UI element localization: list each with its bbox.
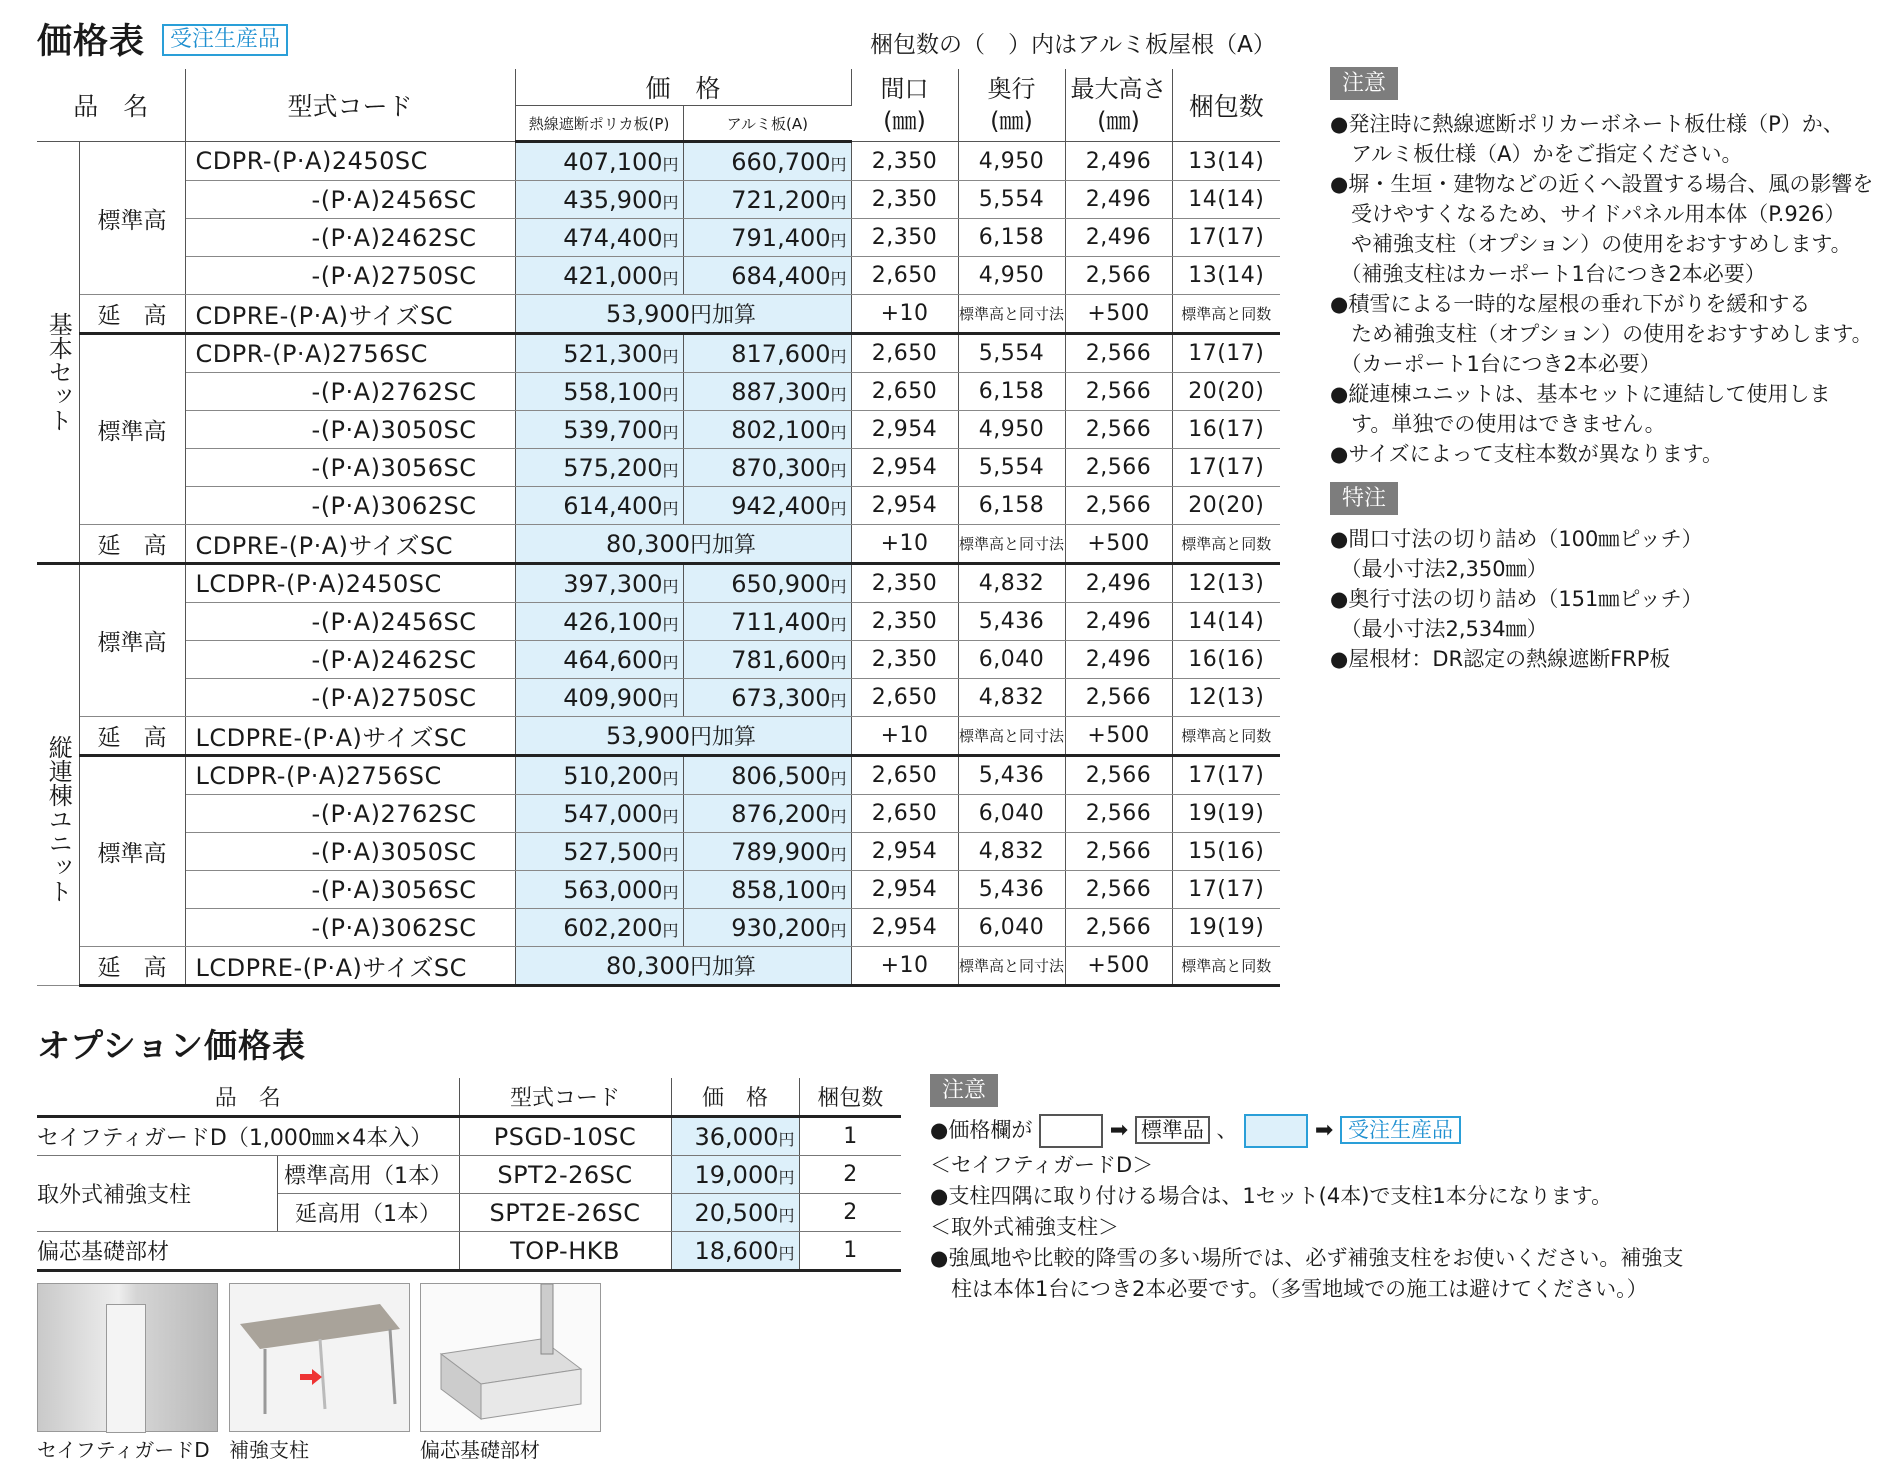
- opt-header-name: 品 名: [37, 1078, 459, 1117]
- model-code: -(P·A)2750SC: [185, 679, 515, 717]
- addon-price: 80,300円加算: [515, 525, 851, 564]
- note-line: ため補強支柱（オプション）の使用をおすすめします。: [1330, 322, 1873, 346]
- opt-header-pack: 梱包数: [799, 1078, 901, 1117]
- custom-label: 受注生産品: [1340, 1116, 1461, 1144]
- support-post-illustration: [230, 1284, 409, 1431]
- price-p: 539,700円: [515, 411, 683, 449]
- price-p: 614,400円: [515, 487, 683, 525]
- note-line: ●縦連棟ユニットは、基本セットに連結して使用しま: [1330, 382, 1831, 406]
- depth-value: 6,040: [958, 641, 1065, 679]
- width-value: 2,650: [851, 373, 958, 411]
- height-value: 2,566: [1065, 833, 1172, 871]
- addon-price: 80,300円加算: [515, 947, 851, 986]
- depth-value: 4,950: [958, 142, 1065, 181]
- subgroup-extended: 延 高: [79, 525, 185, 564]
- pack-value: 標準高と同数: [1172, 717, 1280, 756]
- price-row: [37, 487, 1280, 525]
- height-value: 2,496: [1065, 181, 1172, 219]
- pack-value: 16(16): [1172, 641, 1280, 679]
- note-line: ●積雪による一時的な屋根の垂れ下がりを緩和する: [1330, 292, 1811, 316]
- pack-value: 16(17): [1172, 411, 1280, 449]
- pack-value: 17(17): [1172, 756, 1280, 795]
- option-price: 18,600円: [671, 1232, 799, 1271]
- option-name: セイフティガードD（1,000㎜×4本入）: [37, 1117, 459, 1156]
- made-to-order-badge: 受注生産品: [162, 24, 288, 56]
- height-value: +500: [1065, 295, 1172, 334]
- caption-safety-guard: セイフティガードD: [37, 1438, 210, 1462]
- width-value: 2,350: [851, 603, 958, 641]
- option-note-line: ●強風地や比較的降雪の多い場所では、必ず補強支柱をお使いください。補強支: [930, 1246, 1684, 1270]
- foundation-part-photo: [420, 1283, 601, 1432]
- price-a: 858,100円: [683, 871, 851, 909]
- price-p: 547,000円: [515, 795, 683, 833]
- pack-value: 20(20): [1172, 487, 1280, 525]
- height-value: 2,566: [1065, 334, 1172, 373]
- pack-value: 14(14): [1172, 181, 1280, 219]
- model-code: -(P·A)3062SC: [185, 487, 515, 525]
- option-table: [37, 1078, 901, 1272]
- price-p: 575,200円: [515, 449, 683, 487]
- option-price: 19,000円: [671, 1156, 799, 1194]
- depth-value: 4,832: [958, 833, 1065, 871]
- price-p: 563,000円: [515, 871, 683, 909]
- price-row: [37, 295, 1280, 334]
- depth-value: 6,158: [958, 219, 1065, 257]
- price-row: [37, 411, 1280, 449]
- height-value: 2,566: [1065, 871, 1172, 909]
- pack-value: 標準高と同数: [1172, 947, 1280, 986]
- price-row: [37, 871, 1280, 909]
- group-label: 縦連棟ユニット: [37, 564, 79, 986]
- note-line: （カーポート1台につき2本必要）: [1330, 352, 1661, 376]
- model-code: -(P·A)3050SC: [185, 833, 515, 871]
- height-value: 2,566: [1065, 411, 1172, 449]
- model-code: CDPRE-(P·A)サイズSC: [185, 525, 515, 564]
- pack-value: 17(17): [1172, 871, 1280, 909]
- depth-value: 6,158: [958, 373, 1065, 411]
- pack-value: 20(20): [1172, 373, 1280, 411]
- option-pack: 2: [799, 1194, 901, 1232]
- pack-value: 19(19): [1172, 909, 1280, 947]
- pack-note: 梱包数の（ ）内はアルミ板屋根（A）: [870, 32, 1276, 58]
- model-code: -(P·A)3056SC: [185, 449, 515, 487]
- option-code: PSGD-10SC: [459, 1117, 671, 1156]
- price-p: 407,100円: [515, 142, 683, 181]
- addon-price: 53,900円加算: [515, 295, 851, 334]
- model-code: LCDPR-(P·A)2450SC: [185, 564, 515, 603]
- option-code: TOP-HKB: [459, 1232, 671, 1271]
- height-value: 2,496: [1065, 564, 1172, 603]
- option-price: 36,000円: [671, 1117, 799, 1156]
- support-post-photo: [229, 1283, 410, 1432]
- height-value: 2,566: [1065, 795, 1172, 833]
- note-line: や補強支柱（オプション）の使用をおすすめします。: [1330, 232, 1852, 256]
- option-sub: 標準高用（1本）: [277, 1156, 459, 1194]
- subgroup-extended: 延 高: [79, 717, 185, 756]
- width-value: 2,350: [851, 564, 958, 603]
- safety-guard-photo: [37, 1283, 218, 1432]
- custom-swatch: [1244, 1114, 1308, 1148]
- option-name: 取外式補強支柱: [37, 1156, 277, 1232]
- height-value: +500: [1065, 525, 1172, 564]
- model-code: -(P·A)3050SC: [185, 411, 515, 449]
- width-value: 2,954: [851, 487, 958, 525]
- price-row: [37, 679, 1280, 717]
- width-value: +10: [851, 525, 958, 564]
- width-value: 2,650: [851, 679, 958, 717]
- header-price-p: 熱線遮断ポリカ板(P): [515, 106, 683, 142]
- option-pack: 1: [799, 1232, 901, 1271]
- price-a: 887,300円: [683, 373, 851, 411]
- special-line: ●奥行寸法の切り詰め（151㎜ピッチ）: [1330, 587, 1703, 611]
- price-p: 409,900円: [515, 679, 683, 717]
- width-value: 2,350: [851, 181, 958, 219]
- width-value: +10: [851, 717, 958, 756]
- caption-support-post: 補強支柱: [229, 1438, 309, 1462]
- subgroup-standard: 標準高: [79, 334, 185, 525]
- depth-value: 5,554: [958, 449, 1065, 487]
- note-line: 受けやすくなるため、サイドパネル用本体（P.926）: [1330, 202, 1846, 226]
- option-note-line: ＜取外式補強支柱＞: [930, 1215, 1119, 1239]
- model-code: LCDPR-(P·A)2756SC: [185, 756, 515, 795]
- price-row: [37, 833, 1280, 871]
- height-value: 2,566: [1065, 449, 1172, 487]
- depth-value: 4,950: [958, 411, 1065, 449]
- option-row: [37, 1232, 901, 1271]
- height-value: 2,496: [1065, 641, 1172, 679]
- model-code: -(P·A)2762SC: [185, 795, 515, 833]
- height-value: 2,566: [1065, 257, 1172, 295]
- note-line: ●サイズによって支柱本数が異なります。: [1330, 442, 1723, 466]
- depth-value: 6,040: [958, 795, 1065, 833]
- width-value: 2,650: [851, 257, 958, 295]
- price-row: [37, 181, 1280, 219]
- depth-value: 5,554: [958, 181, 1065, 219]
- depth-value: 5,554: [958, 334, 1065, 373]
- depth-value: 標準高と同寸法: [958, 947, 1065, 986]
- header-depth: 奥行 (㎜): [958, 69, 1065, 142]
- model-code: -(P·A)2750SC: [185, 257, 515, 295]
- height-value: 2,566: [1065, 487, 1172, 525]
- width-value: +10: [851, 295, 958, 334]
- subgroup-standard: 標準高: [79, 142, 185, 295]
- depth-value: 4,832: [958, 564, 1065, 603]
- price-row: [37, 373, 1280, 411]
- pack-value: 17(17): [1172, 219, 1280, 257]
- price-a: 650,900円: [683, 564, 851, 603]
- note-line: ●塀・生垣・建物などの近くへ設置する場合、風の影響を: [1330, 172, 1874, 196]
- height-value: 2,566: [1065, 909, 1172, 947]
- price-p: 527,500円: [515, 833, 683, 871]
- option-code: SPT2E-26SC: [459, 1194, 671, 1232]
- note-line: す。単独での使用はできません。: [1330, 412, 1666, 436]
- price-legend: ●価格欄が ➡ 標準品 、 ➡ 受注生産品: [930, 1113, 1461, 1148]
- note-line: （補強支柱はカーポート1台につき2本必要）: [1330, 262, 1766, 286]
- depth-value: 6,040: [958, 909, 1065, 947]
- price-a: 721,200円: [683, 181, 851, 219]
- special-line: ●間口寸法の切り詰め（100㎜ピッチ）: [1330, 527, 1703, 551]
- price-a: 789,900円: [683, 833, 851, 871]
- pack-value: 15(16): [1172, 833, 1280, 871]
- caption-foundation: 偏芯基礎部材: [420, 1438, 540, 1462]
- price-p: 558,100円: [515, 373, 683, 411]
- subgroup-extended: 延 高: [79, 947, 185, 986]
- option-note-line: ●支柱四隅に取り付ける場合は、1セット(4本)で支柱1本分になります。: [930, 1184, 1613, 1208]
- model-code: LCDPRE-(P·A)サイズSC: [185, 947, 515, 986]
- price-row: [37, 219, 1280, 257]
- width-value: 2,954: [851, 909, 958, 947]
- addon-price: 53,900円加算: [515, 717, 851, 756]
- pack-value: 12(13): [1172, 679, 1280, 717]
- price-a: 806,500円: [683, 756, 851, 795]
- model-code: -(P·A)2462SC: [185, 219, 515, 257]
- pack-value: 13(14): [1172, 142, 1280, 181]
- note-line: ●発注時に熱線遮断ポリカーボネート板仕様（P）か、: [1330, 112, 1844, 136]
- price-row: [37, 525, 1280, 564]
- price-p: 421,000円: [515, 257, 683, 295]
- price-p: 510,200円: [515, 756, 683, 795]
- width-value: +10: [851, 947, 958, 986]
- pack-value: 14(14): [1172, 603, 1280, 641]
- height-value: 2,566: [1065, 373, 1172, 411]
- price-a: 660,700円: [683, 142, 851, 181]
- notes-heading: 注意: [1330, 67, 1398, 100]
- height-value: +500: [1065, 717, 1172, 756]
- price-p: 474,400円: [515, 219, 683, 257]
- price-p: 602,200円: [515, 909, 683, 947]
- option-note-line: ＜セイフティガードD＞: [930, 1153, 1154, 1177]
- header-price-a: アルミ板(A): [683, 106, 851, 142]
- header-name: 品 名: [37, 69, 185, 142]
- price-row: [37, 795, 1280, 833]
- price-a: 930,200円: [683, 909, 851, 947]
- price-row: [37, 603, 1280, 641]
- price-a: 817,600円: [683, 334, 851, 373]
- depth-value: 5,436: [958, 603, 1065, 641]
- price-row: [37, 756, 1280, 795]
- model-code: CDPR-(P·A)2450SC: [185, 142, 515, 181]
- price-p: 464,600円: [515, 641, 683, 679]
- price-a: 791,400円: [683, 219, 851, 257]
- option-price: 20,500円: [671, 1194, 799, 1232]
- price-p: 521,300円: [515, 334, 683, 373]
- price-a: 684,400円: [683, 257, 851, 295]
- arrow-right-icon: ➡: [1109, 1118, 1129, 1143]
- pack-value: 標準高と同数: [1172, 295, 1280, 334]
- model-code: CDPRE-(P·A)サイズSC: [185, 295, 515, 334]
- model-code: -(P·A)2456SC: [185, 181, 515, 219]
- price-a: 802,100円: [683, 411, 851, 449]
- price-a: 870,300円: [683, 449, 851, 487]
- pack-value: 13(14): [1172, 257, 1280, 295]
- page-title: 価格表: [37, 22, 146, 62]
- price-a: 876,200円: [683, 795, 851, 833]
- depth-value: 標準高と同寸法: [958, 295, 1065, 334]
- header-height: 最大高さ (㎜): [1065, 69, 1172, 142]
- option-row: [37, 1156, 901, 1194]
- pack-value: 標準高と同数: [1172, 525, 1280, 564]
- pack-value: 12(13): [1172, 564, 1280, 603]
- pack-value: 17(17): [1172, 449, 1280, 487]
- header-code: 型式コード: [185, 69, 515, 142]
- special-line: （最小寸法2,350㎜）: [1330, 557, 1548, 581]
- subgroup-standard: 標準高: [79, 564, 185, 717]
- option-code: SPT2-26SC: [459, 1156, 671, 1194]
- width-value: 2,650: [851, 334, 958, 373]
- height-value: 2,566: [1065, 679, 1172, 717]
- depth-value: 標準高と同寸法: [958, 717, 1065, 756]
- price-row: [37, 947, 1280, 986]
- notes-list: [1330, 109, 1890, 469]
- price-row: [37, 257, 1280, 295]
- price-table: [37, 69, 1280, 987]
- price-a: 673,300円: [683, 679, 851, 717]
- header-price: 価 格: [515, 69, 851, 106]
- option-pack: 2: [799, 1156, 901, 1194]
- model-code: CDPR-(P·A)2756SC: [185, 334, 515, 373]
- height-value: 2,496: [1065, 142, 1172, 181]
- height-value: +500: [1065, 947, 1172, 986]
- header-pack: 梱包数: [1172, 69, 1280, 142]
- note-line: アルミ板仕様（A）かをご指定ください。: [1330, 142, 1743, 166]
- depth-value: 標準高と同寸法: [958, 525, 1065, 564]
- depth-value: 4,950: [958, 257, 1065, 295]
- width-value: 2,350: [851, 641, 958, 679]
- price-row: [37, 449, 1280, 487]
- price-row: [37, 564, 1280, 603]
- price-row: [37, 142, 1280, 181]
- price-p: 435,900円: [515, 181, 683, 219]
- price-a: 711,400円: [683, 603, 851, 641]
- height-value: 2,496: [1065, 603, 1172, 641]
- width-value: 2,954: [851, 449, 958, 487]
- arrow-right-icon: ➡: [1314, 1118, 1334, 1143]
- standard-swatch: [1039, 1114, 1103, 1148]
- option-name: 偏芯基礎部材: [37, 1232, 459, 1271]
- price-p: 397,300円: [515, 564, 683, 603]
- model-code: -(P·A)3062SC: [185, 909, 515, 947]
- model-code: -(P·A)2456SC: [185, 603, 515, 641]
- option-note-line: 柱は本体1台につき2本必要です。（多雪地域での施工は避けてください。）: [930, 1277, 1648, 1301]
- pack-value: 19(19): [1172, 795, 1280, 833]
- width-value: 2,650: [851, 795, 958, 833]
- special-line: ●屋根材：DR認定の熱線遮断FRP板: [1330, 647, 1671, 671]
- price-a: 942,400円: [683, 487, 851, 525]
- option-notes-heading: 注意: [930, 1074, 998, 1107]
- width-value: 2,350: [851, 142, 958, 181]
- foundation-illustration: [421, 1284, 600, 1431]
- width-value: 2,350: [851, 219, 958, 257]
- opt-header-code: 型式コード: [459, 1078, 671, 1117]
- option-notes-list: [930, 1150, 1683, 1305]
- height-value: 2,566: [1065, 756, 1172, 795]
- header-width: 間口 (㎜): [851, 69, 958, 142]
- price-row: [37, 641, 1280, 679]
- model-code: -(P·A)2462SC: [185, 641, 515, 679]
- option-sub: 延高用（1本）: [277, 1194, 459, 1232]
- price-a: 781,600円: [683, 641, 851, 679]
- width-value: 2,954: [851, 833, 958, 871]
- special-line: （最小寸法2,534㎜）: [1330, 617, 1548, 641]
- depth-value: 6,158: [958, 487, 1065, 525]
- option-title: オプション価格表: [37, 1026, 307, 1065]
- width-value: 2,954: [851, 871, 958, 909]
- group-label: 基本セット: [37, 142, 79, 564]
- option-pack: 1: [799, 1117, 901, 1156]
- model-code: -(P·A)2762SC: [185, 373, 515, 411]
- price-row: [37, 717, 1280, 756]
- depth-value: 4,832: [958, 679, 1065, 717]
- width-value: 2,650: [851, 756, 958, 795]
- model-code: LCDPRE-(P·A)サイズSC: [185, 717, 515, 756]
- special-heading: 特注: [1330, 482, 1398, 515]
- width-value: 2,954: [851, 411, 958, 449]
- price-row: [37, 909, 1280, 947]
- pack-value: 17(17): [1172, 334, 1280, 373]
- price-p: 426,100円: [515, 603, 683, 641]
- depth-value: 5,436: [958, 871, 1065, 909]
- price-row: [37, 334, 1280, 373]
- subgroup-standard: 標準高: [79, 756, 185, 947]
- subgroup-extended: 延 高: [79, 295, 185, 334]
- depth-value: 5,436: [958, 756, 1065, 795]
- height-value: 2,496: [1065, 219, 1172, 257]
- opt-header-price: 価 格: [671, 1078, 799, 1117]
- special-list: [1330, 524, 1890, 674]
- model-code: -(P·A)3056SC: [185, 871, 515, 909]
- standard-label: 標準品: [1135, 1116, 1210, 1144]
- option-row: [37, 1117, 901, 1156]
